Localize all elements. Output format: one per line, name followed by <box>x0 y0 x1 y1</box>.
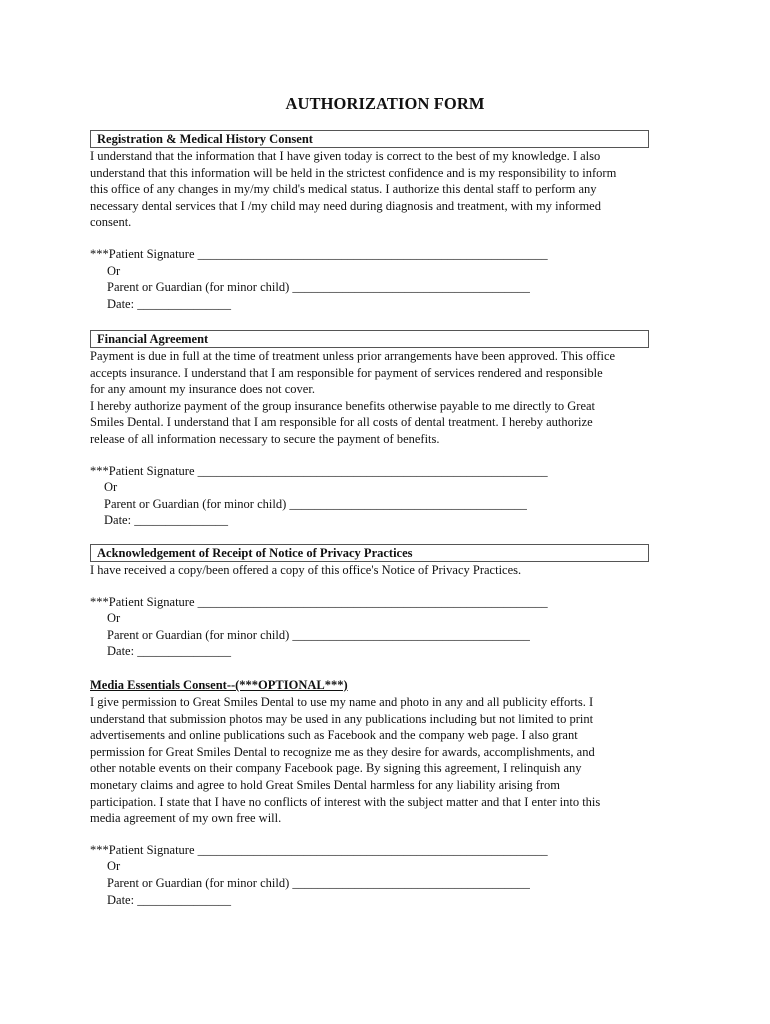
or-label: Or <box>107 611 121 626</box>
body-line: consent. <box>90 215 132 230</box>
body-line: other notable events on their company Facebook page. By signing this agreement, I relinquish any <box>90 761 582 776</box>
body-line: this office of any changes in my/my child's medical status. I authorize this dental staff to perform any <box>90 182 597 197</box>
section-body <box>90 148 680 231</box>
body-line: Payment is due in full at the time of treatment unless prior arrangements have been approved. This office <box>90 349 616 363</box>
body-line: Smiles Dental. I understand that I am responsible for all costs of dental treatment. I hereby authorize <box>90 415 593 430</box>
body-line: understand that submission photos may be used in any publications including but not limited to print <box>90 711 594 726</box>
section-body <box>90 694 680 827</box>
patient-signature-line[interactable]: ***Patient Signature ________________________________________________________ <box>90 842 548 857</box>
body-line: release of all information necessary to secure the payment of benefits. <box>90 431 440 446</box>
guardian-signature-line[interactable]: Parent or Guardian (for minor child) ______________________________________ <box>107 280 530 295</box>
body-line: monetary claims and agree to hold Great Smiles Dental harmless for any liability arising from <box>90 777 561 792</box>
section-heading: Media Essentials Consent--(***OPTIONAL***) <box>90 678 348 692</box>
body-line: permission for Great Smiles Dental to recognize me as they desire for awards, accomplishments, and <box>90 744 595 759</box>
section-heading: Financial Agreement <box>90 330 649 348</box>
signature-block <box>90 463 680 529</box>
date-line[interactable]: Date: _______________ <box>107 644 231 659</box>
or-label: Or <box>107 859 121 874</box>
section-privacy-practices <box>90 544 680 660</box>
signature-block <box>90 246 680 312</box>
guardian-signature-line[interactable]: Parent or Guardian (for minor child) ______________________________________ <box>107 875 530 890</box>
body-line: understand that this information will be held in the strictest confidence and is my responsibility to inform <box>90 165 617 180</box>
page-title: AUTHORIZATION FORM <box>285 94 485 113</box>
signature-block <box>90 594 680 660</box>
guardian-signature-line[interactable]: Parent or Guardian (for minor child) ______________________________________ <box>107 627 530 642</box>
section-media-consent <box>90 677 680 908</box>
guardian-signature-line[interactable]: Parent or Guardian (for minor child) ______________________________________ <box>104 496 527 511</box>
section-body <box>90 348 680 448</box>
signature-block <box>90 842 680 908</box>
body-line: advertisements and online publications such as Facebook and the company web page. I also grant <box>90 728 578 743</box>
body-line: participation. I state that I have no conflicts of interest with the subject matter and that I enter into this <box>90 794 601 809</box>
body-line: necessary dental services that I /my child may need during diagnosis and treatment, with my informed <box>90 198 601 213</box>
or-label: Or <box>104 480 118 495</box>
section-body <box>90 562 680 579</box>
section-heading: Registration & Medical History Consent <box>90 130 649 148</box>
date-line[interactable]: Date: _______________ <box>104 513 228 528</box>
patient-signature-line[interactable]: ***Patient Signature ________________________________________________________ <box>90 594 548 609</box>
body-line: I have received a copy/been offered a copy of this office's Notice of Privacy Practices. <box>90 563 522 577</box>
body-line: I give permission to Great Smiles Dental to use my name and photo in any and all publicity efforts. I <box>90 695 594 709</box>
patient-signature-line[interactable]: ***Patient Signature ________________________________________________________ <box>90 463 548 478</box>
body-line: media agreement of my own free will. <box>90 811 282 826</box>
body-line: for any amount my insurance does not cover. <box>90 382 315 397</box>
body-line: I hereby authorize payment of the group insurance benefits otherwise payable to me directly to Great <box>90 398 596 413</box>
or-label: Or <box>107 263 121 278</box>
body-line: I understand that the information that I have given today is correct to the best of my knowledge. I also <box>90 149 601 163</box>
body-line: accepts insurance. I understand that I am responsible for payment of services rendered and responsible <box>90 365 603 380</box>
date-line[interactable]: Date: _______________ <box>107 892 231 907</box>
section-heading: Acknowledgement of Receipt of Notice of Privacy Practices <box>90 544 649 562</box>
section-financial-agreement <box>90 330 680 529</box>
section-registration-consent <box>90 130 680 312</box>
date-line[interactable]: Date: _______________ <box>107 296 231 311</box>
patient-signature-line[interactable]: ***Patient Signature ________________________________________________________ <box>90 246 548 261</box>
